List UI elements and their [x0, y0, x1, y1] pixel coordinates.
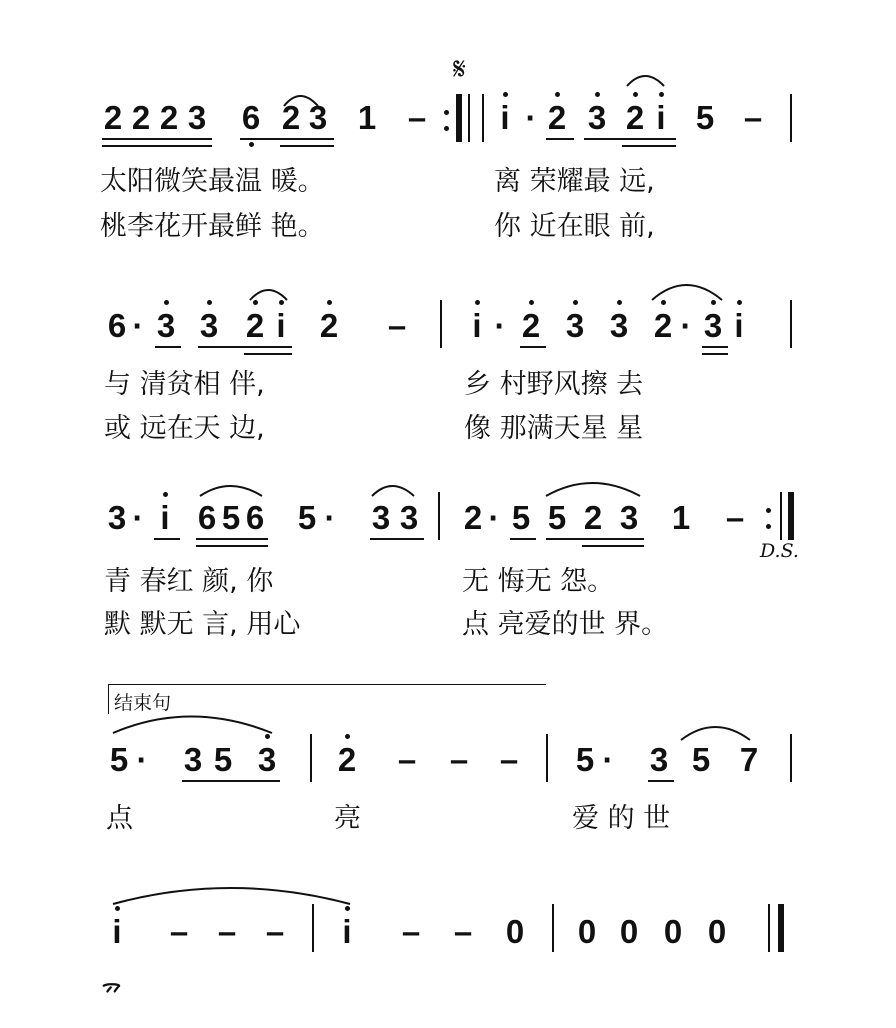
note: 3 — [609, 307, 629, 344]
note: · — [494, 307, 506, 344]
underline — [240, 138, 334, 140]
note: 5 — [109, 741, 129, 778]
high-octave-dot — [207, 300, 212, 305]
note: 2 — [583, 499, 603, 536]
note: · — [324, 499, 336, 536]
lyric: 像 那满天星 星 — [464, 413, 644, 444]
lyric: 点 — [106, 803, 133, 834]
note: · — [488, 499, 500, 536]
note: 3 — [619, 499, 639, 536]
note: – — [743, 99, 763, 136]
note: 3 — [107, 499, 127, 536]
note: 6 — [245, 499, 265, 536]
high-octave-dot — [163, 492, 168, 497]
note: – — [499, 741, 519, 778]
barline — [310, 734, 312, 782]
high-octave-dot — [327, 300, 332, 305]
lyric: 无 悔无 怨。 — [462, 566, 615, 597]
note: 2 — [521, 307, 541, 344]
note: 7 — [739, 741, 759, 778]
slur — [113, 888, 350, 904]
barline — [440, 300, 442, 348]
note: 2 — [547, 99, 567, 136]
note: 2 — [653, 307, 673, 344]
underline — [582, 545, 644, 547]
note: · — [136, 741, 148, 778]
high-octave-dot — [555, 92, 560, 97]
barline — [780, 492, 782, 540]
underline — [584, 138, 676, 140]
note: i — [342, 913, 352, 950]
slur — [627, 76, 664, 86]
high-octave-dot — [279, 300, 284, 305]
ds-marking: D.S. — [760, 540, 799, 562]
note: – — [449, 741, 469, 778]
note: 2 — [319, 307, 339, 344]
high-octave-dot — [253, 300, 258, 305]
note: 0 — [505, 913, 525, 950]
note: 3 — [587, 99, 607, 136]
note: i — [160, 499, 170, 536]
high-octave-dot — [345, 734, 350, 739]
high-octave-dot — [503, 92, 508, 97]
note: 5 — [575, 741, 595, 778]
barline — [438, 492, 440, 540]
underline — [546, 138, 574, 140]
high-octave-dot — [659, 92, 664, 97]
note: · — [132, 499, 144, 536]
note: i — [500, 99, 510, 136]
note: 3 — [257, 741, 277, 778]
note: – — [397, 741, 417, 778]
underline — [102, 138, 212, 140]
high-octave-dot — [265, 734, 270, 739]
ending-bracket-top — [108, 684, 546, 685]
slur — [250, 290, 287, 300]
underline — [520, 346, 546, 348]
note: i — [656, 99, 666, 136]
note: · — [132, 307, 144, 344]
slur — [200, 486, 262, 496]
high-octave-dot — [345, 906, 350, 911]
barline — [482, 94, 484, 142]
barline — [790, 94, 792, 142]
ending-bracket-side — [108, 684, 109, 714]
note: 2 — [245, 307, 265, 344]
note: 2 — [463, 499, 483, 536]
note: 6 — [107, 307, 127, 344]
underline — [102, 145, 212, 147]
note: 6 — [197, 499, 217, 536]
underline — [648, 780, 674, 782]
note: 5 — [511, 499, 531, 536]
slur — [546, 483, 640, 496]
note: 3 — [399, 499, 419, 536]
slur — [681, 727, 750, 740]
barline-final — [778, 904, 784, 952]
note: 5 — [297, 499, 317, 536]
lyric: 青 春红 颜, 你 — [104, 566, 274, 597]
repeat-dot — [444, 126, 449, 131]
high-octave-dot — [737, 300, 742, 305]
note: – — [401, 913, 421, 950]
underline — [546, 538, 644, 540]
barline — [312, 904, 314, 952]
note: 2 — [159, 99, 179, 136]
note: 5 — [213, 741, 233, 778]
barline-thick — [456, 94, 462, 142]
note: 5 — [691, 741, 711, 778]
underline — [198, 346, 292, 348]
underline — [196, 538, 268, 540]
barline — [468, 94, 470, 142]
note: 5 — [221, 499, 241, 536]
note: i — [472, 307, 482, 344]
high-octave-dot — [595, 92, 600, 97]
repeat-dot — [444, 110, 449, 115]
lyric: 亮 — [334, 803, 361, 834]
segno-icon: 𝄋 — [453, 52, 466, 87]
underline — [244, 353, 292, 355]
high-octave-dot — [661, 300, 666, 305]
barline-thick — [788, 492, 794, 540]
note: 2 — [103, 99, 123, 136]
note: 0 — [619, 913, 639, 950]
high-octave-dot — [633, 92, 638, 97]
barline — [790, 300, 792, 348]
lyric: 或 远在天 边, — [104, 413, 265, 444]
high-octave-dot — [115, 906, 120, 911]
note: i — [734, 307, 744, 344]
note: 1 — [671, 499, 691, 536]
note: · — [602, 741, 614, 778]
note: 2 — [337, 741, 357, 778]
lyric: 桃李花开最鲜 艳。 — [100, 211, 325, 242]
note: 0 — [707, 913, 727, 950]
high-octave-dot — [475, 300, 480, 305]
note: 3 — [156, 307, 176, 344]
lyric: 你 近在眼 前, — [494, 211, 655, 242]
note: – — [453, 913, 473, 950]
lyric: 离 荣耀最 远, — [494, 166, 655, 197]
underline — [196, 545, 268, 547]
slur — [113, 717, 272, 734]
note: 3 — [649, 741, 669, 778]
note: 3 — [183, 741, 203, 778]
note: · — [680, 307, 692, 344]
footer-mark: ᯄ — [102, 976, 122, 997]
high-octave-dot — [711, 300, 716, 305]
note: – — [387, 307, 407, 344]
note: – — [725, 499, 745, 536]
underline — [154, 538, 180, 540]
note: 0 — [663, 913, 683, 950]
lyric: 乡 村野风擦 去 — [464, 369, 644, 400]
note: 2 — [281, 99, 301, 136]
underline — [370, 538, 424, 540]
note: 6 — [241, 99, 261, 136]
note: i — [276, 307, 286, 344]
underline — [510, 538, 536, 540]
underline — [155, 346, 181, 348]
note: 5 — [547, 499, 567, 536]
barline — [790, 734, 792, 782]
slur — [652, 285, 722, 300]
repeat-dot — [766, 524, 771, 529]
note: – — [265, 913, 285, 950]
barline — [552, 904, 554, 952]
note: 2 — [625, 99, 645, 136]
slur — [372, 486, 414, 496]
note: · — [525, 99, 537, 136]
low-octave-dot — [249, 142, 254, 147]
note: 5 — [695, 99, 715, 136]
underline — [702, 353, 728, 355]
note: 0 — [577, 913, 597, 950]
ending-label: 结束句 — [114, 692, 172, 714]
high-octave-dot — [164, 300, 169, 305]
lyric: 点 亮爱的世 界。 — [462, 609, 669, 640]
note: i — [112, 913, 122, 950]
barline — [768, 904, 770, 952]
underline — [280, 145, 334, 147]
note: – — [169, 913, 189, 950]
note: 3 — [199, 307, 219, 344]
note: 3 — [308, 99, 328, 136]
note: – — [407, 99, 427, 136]
note: – — [217, 913, 237, 950]
note: 3 — [565, 307, 585, 344]
note: 3 — [371, 499, 391, 536]
lyric: 太阳微笑最温 暖。 — [100, 166, 325, 197]
note: 3 — [187, 99, 207, 136]
note: 2 — [131, 99, 151, 136]
lyric: 爱 的 世 — [572, 803, 671, 834]
high-octave-dot — [617, 300, 622, 305]
high-octave-dot — [573, 300, 578, 305]
underline — [702, 346, 728, 348]
note: 3 — [703, 307, 723, 344]
underline — [182, 780, 280, 782]
repeat-dot — [766, 508, 771, 513]
lyric: 与 清贫相 伴, — [104, 369, 265, 400]
note: 1 — [357, 99, 377, 136]
underline — [622, 145, 676, 147]
lyric: 默 默无 言, 用心 — [104, 609, 301, 640]
barline — [546, 734, 548, 782]
high-octave-dot — [529, 300, 534, 305]
